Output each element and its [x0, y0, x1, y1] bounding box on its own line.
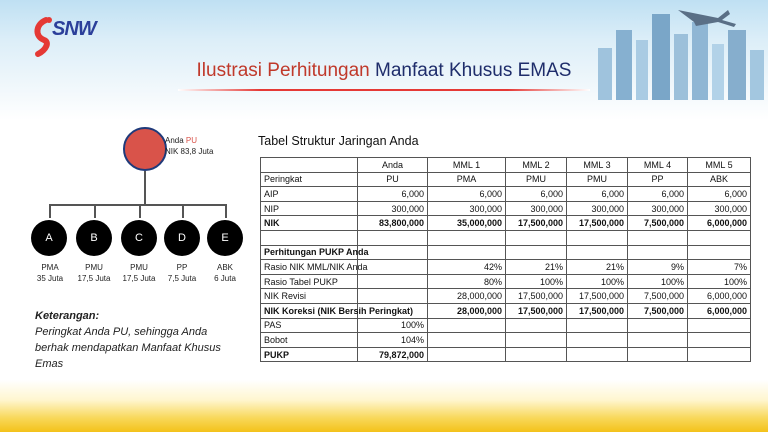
- table-cell: NIK: [261, 216, 358, 231]
- table-row: [261, 216, 751, 231]
- table-cell: [628, 347, 688, 362]
- table-row: [261, 274, 751, 289]
- tree-connector-drop: [182, 204, 184, 218]
- table-cell: 7,500,000: [628, 303, 688, 318]
- table-cell: 6,000: [358, 187, 428, 202]
- child-node-e: E: [207, 220, 243, 256]
- table-cell: 28,000,000: [428, 303, 506, 318]
- table-cell: [688, 347, 751, 362]
- table-cell: [358, 230, 428, 245]
- table-cell: 300,000: [688, 201, 751, 216]
- table-cell: [567, 245, 628, 260]
- table-cell: PUKP: [261, 347, 358, 362]
- tree-connector-drop: [139, 204, 141, 218]
- root-label-rank: PU: [185, 136, 198, 145]
- table-cell: 79,872,000: [358, 347, 428, 362]
- tree-connector-horizontal: [49, 204, 226, 206]
- table-cell: AIP: [261, 187, 358, 202]
- table-cell: [358, 260, 428, 275]
- table-row: [261, 303, 751, 318]
- table-cell: [506, 333, 567, 348]
- table-cell: Peringkat: [261, 172, 358, 187]
- table-cell: [628, 230, 688, 245]
- table-cell: [628, 333, 688, 348]
- table-header-row: [261, 158, 751, 173]
- table-cell: PAS: [261, 318, 358, 333]
- table-cell: [567, 347, 628, 362]
- tree-connector-drop: [225, 204, 227, 218]
- table-cell: 6,000,000: [688, 303, 751, 318]
- table-cell: MML 3: [567, 158, 628, 173]
- child-amount: 17,5 Juta: [122, 274, 156, 283]
- tree-connector-vertical: [144, 171, 146, 205]
- table-cell: [688, 230, 751, 245]
- table-cell: 6,000: [628, 187, 688, 202]
- table-cell: [688, 333, 751, 348]
- table-cell: [506, 318, 567, 333]
- table-cell: PMU: [506, 172, 567, 187]
- table-cell: Rasio NIK MML/NIK Anda: [261, 260, 358, 275]
- table-cell: 17,500,000: [506, 216, 567, 231]
- table-row: [261, 230, 751, 245]
- child-rank: PMU: [130, 263, 148, 272]
- table-cell: PU: [358, 172, 428, 187]
- table-cell: [567, 230, 628, 245]
- table-cell: NIK Revisi: [261, 289, 358, 304]
- table-cell: 300,000: [506, 201, 567, 216]
- table-cell: [358, 274, 428, 289]
- table-cell: 6,000: [567, 187, 628, 202]
- child-node-d: D: [164, 220, 200, 256]
- table-cell: [428, 230, 506, 245]
- child-rank: PMU: [85, 263, 103, 272]
- table-cell: 100%: [567, 274, 628, 289]
- table-cell: 6,000: [688, 187, 751, 202]
- table-cell: 21%: [506, 260, 567, 275]
- table-cell: [261, 230, 358, 245]
- note-body: Peringkat Anda PU, sehingga Anda berhak mendapatkan Manfaat Khusus Emas: [35, 326, 221, 370]
- network-structure-table: [260, 157, 751, 362]
- root-node: [123, 127, 167, 171]
- table-cell: [428, 333, 506, 348]
- table-cell: [428, 347, 506, 362]
- table-cell: 6,000,000: [688, 289, 751, 304]
- table-cell: 300,000: [358, 201, 428, 216]
- child-rank: PP: [176, 263, 188, 272]
- table-cell: 100%: [688, 274, 751, 289]
- tree-connector-drop: [94, 204, 96, 218]
- note-title: Keterangan:: [35, 310, 100, 322]
- table-cell: [261, 158, 358, 173]
- table-row: [261, 318, 751, 333]
- title-part2: Manfaat Khusus EMAS: [375, 60, 572, 81]
- table-cell: [428, 318, 506, 333]
- table-cell: 80%: [428, 274, 506, 289]
- table-row: [261, 201, 751, 216]
- table-cell: PMU: [567, 172, 628, 187]
- table-row: [261, 260, 751, 275]
- table-cell: [628, 245, 688, 260]
- table-row: [261, 245, 751, 260]
- root-label-nik: NIK 83,8 Juta: [165, 147, 214, 156]
- table-cell: NIP: [261, 201, 358, 216]
- table-cell: [567, 333, 628, 348]
- table-cell: 300,000: [628, 201, 688, 216]
- table-cell: 300,000: [428, 201, 506, 216]
- root-label-prefix: Anda: [165, 136, 186, 145]
- table-row: [261, 187, 751, 202]
- table-cell: 28,000,000: [428, 289, 506, 304]
- table-cell: 17,500,000: [567, 303, 628, 318]
- table-cell: Anda: [358, 158, 428, 173]
- table-cell: MML 2: [506, 158, 567, 173]
- table-row: [261, 289, 751, 304]
- table-cell: PMA: [428, 172, 506, 187]
- table-cell: Perhitungan PUKP Anda: [261, 245, 358, 260]
- table-row: [261, 347, 751, 362]
- table-cell: 7,500,000: [628, 216, 688, 231]
- table-cell: 6,000,000: [688, 216, 751, 231]
- table-cell: [688, 245, 751, 260]
- table-cell: ABK: [688, 172, 751, 187]
- table-cell: [506, 347, 567, 362]
- table-cell: Bobot: [261, 333, 358, 348]
- child-node-a: A: [31, 220, 67, 256]
- table-cell: [567, 318, 628, 333]
- table-cell: 6,000: [428, 187, 506, 202]
- child-amount: 7,5 Juta: [167, 274, 197, 283]
- child-node-b: B: [76, 220, 112, 256]
- table-cell: 35,000,000: [428, 216, 506, 231]
- root-label: [165, 135, 213, 157]
- table-cell: 83,800,000: [358, 216, 428, 231]
- child-amount: 17,5 Juta: [77, 274, 111, 283]
- table-title: Tabel Struktur Jaringan Anda: [258, 134, 419, 148]
- table-cell: PP: [628, 172, 688, 187]
- table-row: [261, 172, 751, 187]
- child-amount: 6 Juta: [214, 274, 236, 283]
- table-cell: 300,000: [567, 201, 628, 216]
- table-cell: 100%: [358, 318, 428, 333]
- table-cell: 100%: [628, 274, 688, 289]
- table-cell: [428, 245, 506, 260]
- note-box: [35, 308, 225, 372]
- table-cell: 17,500,000: [506, 289, 567, 304]
- page-title: [0, 60, 768, 82]
- table-cell: 17,500,000: [506, 303, 567, 318]
- table-cell: MML 1: [428, 158, 506, 173]
- child-amount: 35 Juta: [36, 274, 64, 283]
- table-cell: NIK Koreksi (NIK Bersih Peringkat): [261, 303, 358, 318]
- table-cell: 17,500,000: [567, 289, 628, 304]
- table-cell: 17,500,000: [567, 216, 628, 231]
- table-row: [261, 333, 751, 348]
- table-cell: MML 5: [688, 158, 751, 173]
- title-underline: [178, 89, 590, 91]
- table-cell: [506, 245, 567, 260]
- table-cell: [506, 230, 567, 245]
- table-cell: 100%: [506, 274, 567, 289]
- child-rank: PMA: [41, 263, 59, 272]
- table-cell: 7,500,000: [628, 289, 688, 304]
- table-cell: 7%: [688, 260, 751, 275]
- table-cell: 42%: [428, 260, 506, 275]
- logo-text: SNW: [52, 18, 96, 40]
- table-cell: MML 4: [628, 158, 688, 173]
- table-cell: [358, 289, 428, 304]
- city-skyline-image: [578, 0, 768, 100]
- table-cell: [628, 318, 688, 333]
- child-rank: ABK: [216, 263, 233, 272]
- table-cell: 21%: [567, 260, 628, 275]
- table-cell: 104%: [358, 333, 428, 348]
- title-part1: Ilustrasi Perhitungan: [196, 60, 376, 81]
- child-node-c: C: [121, 220, 157, 256]
- table-cell: [688, 318, 751, 333]
- child-label-e: [195, 262, 255, 284]
- table-cell: Rasio Tabel PUKP: [261, 274, 358, 289]
- table-cell: 9%: [628, 260, 688, 275]
- table-cell: 6,000: [506, 187, 567, 202]
- tree-connector-drop: [49, 204, 51, 218]
